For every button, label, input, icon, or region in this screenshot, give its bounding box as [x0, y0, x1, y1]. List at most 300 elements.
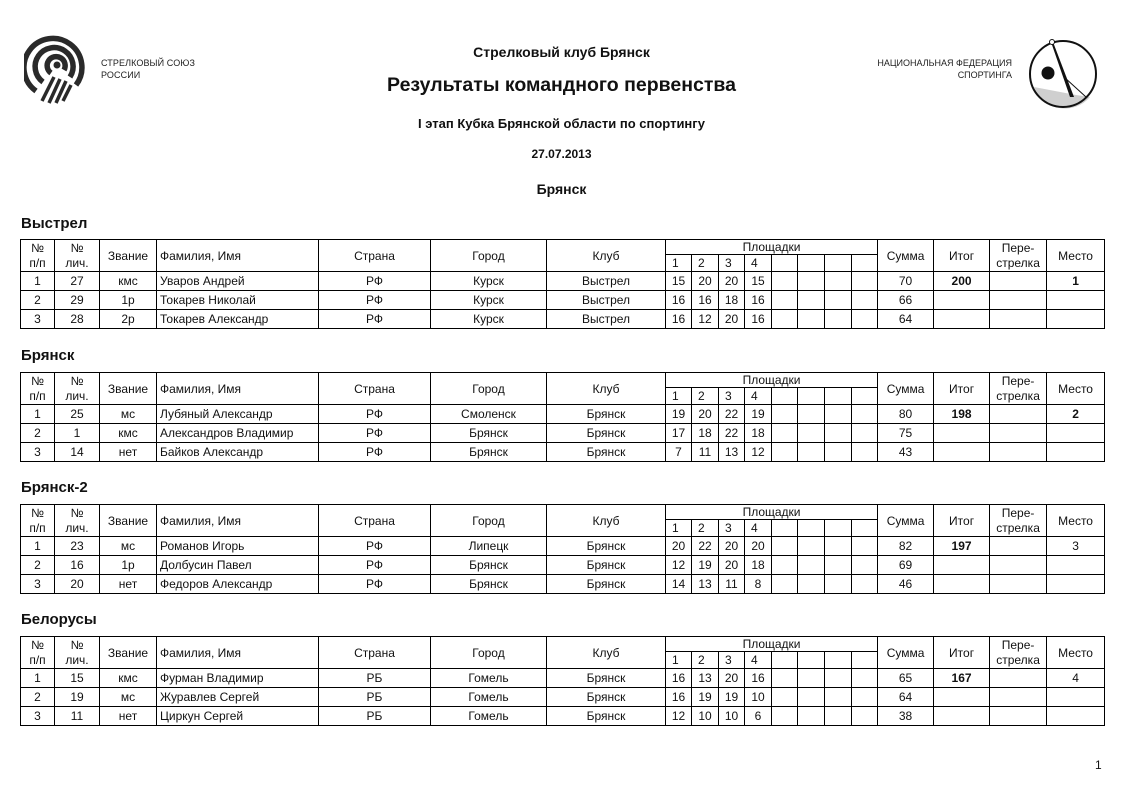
platform-score — [798, 291, 825, 310]
shooter-name: Романов Игорь — [157, 537, 319, 556]
platform-score — [825, 707, 852, 726]
license-number: 23 — [55, 537, 100, 556]
team-place — [1047, 556, 1105, 575]
platform-score: 18 — [719, 291, 745, 310]
country: РБ — [319, 688, 431, 707]
rank: нет — [100, 707, 157, 726]
platform-score: 16 — [666, 688, 692, 707]
header-shootoff — [990, 373, 1047, 405]
team-place: 4 — [1047, 669, 1105, 688]
header-sum: Сумма — [878, 637, 934, 669]
header-platform-number: 3 — [719, 388, 745, 405]
shooter-name: Фурман Владимир — [157, 669, 319, 688]
platform-score: 19 — [692, 556, 719, 575]
shooting-union-line2: РОССИИ — [101, 70, 141, 80]
platform-score — [825, 291, 852, 310]
club: Брянск — [547, 405, 666, 424]
team-total — [934, 707, 990, 726]
shooting-union-line1: СТРЕЛКОВЫЙ СОЮЗ — [101, 58, 196, 68]
team-name: Брянск — [21, 347, 75, 364]
platform-score — [798, 310, 825, 329]
platform-score: 22 — [692, 537, 719, 556]
header-name: Фамилия, Имя — [157, 637, 319, 669]
country: РФ — [319, 443, 431, 462]
platform-score: 13 — [692, 575, 719, 594]
score-sum: 80 — [878, 405, 934, 424]
license-number: 15 — [55, 669, 100, 688]
header-platform-number: 2 — [692, 388, 719, 405]
team-place: 1 — [1047, 272, 1105, 291]
platform-score — [772, 310, 798, 329]
row-number: 2 — [21, 688, 55, 707]
header-platform-number: 4 — [745, 255, 772, 272]
table-row — [21, 291, 1105, 310]
platform-score — [798, 537, 825, 556]
shooter-name: Александров Владимир — [157, 424, 319, 443]
score-sum: 64 — [878, 310, 934, 329]
club: Брянск — [547, 537, 666, 556]
rank: мс — [100, 405, 157, 424]
header-np — [21, 505, 55, 537]
team-total — [934, 575, 990, 594]
club: Брянск — [547, 424, 666, 443]
club: Брянск — [547, 669, 666, 688]
club: Брянск — [547, 443, 666, 462]
header-shootoff-line2: стрелка — [996, 255, 1040, 270]
header-np-line1: № — [31, 373, 44, 388]
header-row — [21, 240, 1105, 255]
platform-score — [772, 707, 798, 726]
platform-score — [798, 405, 825, 424]
header-platforms: Площадки — [666, 505, 878, 520]
city: Гомель — [431, 669, 547, 688]
competition-city: Брянск — [536, 181, 587, 197]
shooter-name: Уваров Андрей — [157, 272, 319, 291]
row-number: 2 — [21, 424, 55, 443]
header-platform-number — [852, 652, 878, 669]
rank: 1р — [100, 291, 157, 310]
rank: 2р — [100, 310, 157, 329]
team-name: Белорусы — [21, 611, 97, 628]
header-country: Страна — [319, 505, 431, 537]
header-platform-number: 1 — [666, 255, 692, 272]
header-shootoff-line2: стрелка — [996, 388, 1040, 403]
team-results-table — [20, 239, 1105, 329]
shootoff — [990, 291, 1047, 310]
platform-score — [852, 688, 878, 707]
platform-score: 11 — [692, 443, 719, 462]
platform-score — [772, 669, 798, 688]
header-sum: Сумма — [878, 240, 934, 272]
header-total: Итог — [934, 637, 990, 669]
header-platform-number — [798, 255, 825, 272]
country: РФ — [319, 556, 431, 575]
shootoff — [990, 272, 1047, 291]
platform-score: 18 — [745, 424, 772, 443]
table-row — [21, 556, 1105, 575]
team-place — [1047, 424, 1105, 443]
header-rank: Звание — [100, 505, 157, 537]
sporting-federation-line2: СПОРТИНГА — [957, 70, 1012, 80]
header-np — [21, 373, 55, 405]
platform-score: 12 — [666, 556, 692, 575]
platform-score: 20 — [745, 537, 772, 556]
team-place — [1047, 575, 1105, 594]
header-row — [21, 505, 1105, 520]
header-np-line2: п/п — [29, 520, 46, 535]
team-place — [1047, 707, 1105, 726]
platform-score: 8 — [745, 575, 772, 594]
shootoff — [990, 424, 1047, 443]
platform-score: 20 — [692, 405, 719, 424]
header-license-line2: лич. — [65, 520, 89, 535]
header-name: Фамилия, Имя — [157, 373, 319, 405]
header-platform-number: 3 — [719, 520, 745, 537]
header-name: Фамилия, Имя — [157, 240, 319, 272]
score-sum: 64 — [878, 688, 934, 707]
license-number: 29 — [55, 291, 100, 310]
shooter-name: Федоров Александр — [157, 575, 319, 594]
team-place — [1047, 443, 1105, 462]
header-platform-number — [852, 255, 878, 272]
platform-score: 20 — [666, 537, 692, 556]
platform-score: 13 — [719, 443, 745, 462]
header-club: Клуб — [547, 505, 666, 537]
header-license-line1: № — [70, 637, 84, 652]
shooter-name: Циркун Сергей — [157, 707, 319, 726]
rank: нет — [100, 443, 157, 462]
country: РБ — [319, 669, 431, 688]
header-total: Итог — [934, 240, 990, 272]
shootoff — [990, 575, 1047, 594]
row-number: 1 — [21, 537, 55, 556]
platform-score — [798, 707, 825, 726]
platform-score — [852, 424, 878, 443]
row-number: 3 — [21, 310, 55, 329]
team-results-table — [20, 504, 1105, 594]
header-license-line1: № — [70, 505, 84, 520]
team-total — [934, 310, 990, 329]
team-total: 198 — [934, 405, 990, 424]
team-total — [934, 688, 990, 707]
team-total — [934, 556, 990, 575]
platform-score: 12 — [745, 443, 772, 462]
header-platform-number — [852, 388, 878, 405]
shootoff — [990, 537, 1047, 556]
header-np-line2: п/п — [29, 652, 46, 667]
team-total: 200 — [934, 272, 990, 291]
team-name: Выстрел — [21, 215, 88, 232]
country: РФ — [319, 272, 431, 291]
score-sum: 38 — [878, 707, 934, 726]
team-place: 2 — [1047, 405, 1105, 424]
header-license — [55, 505, 100, 537]
platform-score — [825, 405, 852, 424]
platform-score: 20 — [719, 556, 745, 575]
header-shootoff — [990, 240, 1047, 272]
header-total: Итог — [934, 505, 990, 537]
header-platform-number: 3 — [719, 255, 745, 272]
header-license — [55, 240, 100, 272]
header-sum: Сумма — [878, 505, 934, 537]
platform-score: 22 — [719, 405, 745, 424]
platform-score — [772, 291, 798, 310]
header-license-line1: № — [70, 240, 84, 255]
club: Брянск — [547, 556, 666, 575]
row-number: 2 — [21, 291, 55, 310]
platform-score — [772, 556, 798, 575]
header-shootoff-line1: Пере- — [1001, 505, 1035, 520]
club: Брянск — [547, 688, 666, 707]
row-number: 3 — [21, 707, 55, 726]
header-club: Клуб — [547, 240, 666, 272]
score-sum: 82 — [878, 537, 934, 556]
city: Брянск — [431, 556, 547, 575]
platform-score — [798, 669, 825, 688]
score-sum: 65 — [878, 669, 934, 688]
header-platform-number — [772, 652, 798, 669]
platform-score: 16 — [666, 669, 692, 688]
platform-score: 6 — [745, 707, 772, 726]
team-place — [1047, 688, 1105, 707]
city: Гомель — [431, 688, 547, 707]
shooter-name: Байков Александр — [157, 443, 319, 462]
team-place — [1047, 310, 1105, 329]
header-place: Место — [1047, 240, 1105, 272]
header-license-line2: лич. — [65, 388, 89, 403]
header-club: Клуб — [547, 373, 666, 405]
license-number: 20 — [55, 575, 100, 594]
header-place: Место — [1047, 637, 1105, 669]
platform-score: 18 — [745, 556, 772, 575]
row-number: 3 — [21, 575, 55, 594]
header-city: Город — [431, 373, 547, 405]
platform-score: 19 — [692, 688, 719, 707]
header-city: Город — [431, 505, 547, 537]
platform-score: 16 — [745, 291, 772, 310]
header-total: Итог — [934, 373, 990, 405]
club: Брянск — [547, 707, 666, 726]
score-sum: 66 — [878, 291, 934, 310]
header-city: Город — [431, 240, 547, 272]
platform-score: 22 — [719, 424, 745, 443]
header-platform-number — [772, 388, 798, 405]
header-platform-number — [825, 520, 852, 537]
table-row — [21, 424, 1105, 443]
city: Брянск — [431, 575, 547, 594]
score-sum: 75 — [878, 424, 934, 443]
platform-score — [798, 556, 825, 575]
row-number: 1 — [21, 272, 55, 291]
rank: мс — [100, 537, 157, 556]
header-platform-number: 2 — [692, 520, 719, 537]
header-platform-number — [825, 255, 852, 272]
header-place: Место — [1047, 373, 1105, 405]
team-total: 197 — [934, 537, 990, 556]
platform-score — [852, 669, 878, 688]
platform-score: 14 — [666, 575, 692, 594]
platform-score: 19 — [719, 688, 745, 707]
license-number: 25 — [55, 405, 100, 424]
header-country: Страна — [319, 637, 431, 669]
table-row — [21, 707, 1105, 726]
platform-score: 19 — [666, 405, 692, 424]
header-country: Страна — [319, 373, 431, 405]
header-platforms: Площадки — [666, 240, 878, 255]
header-np-line2: п/п — [29, 255, 46, 270]
platform-score: 19 — [745, 405, 772, 424]
rank: кмс — [100, 424, 157, 443]
header-shootoff-line1: Пере- — [1001, 373, 1035, 388]
platform-score: 7 — [666, 443, 692, 462]
header-row — [21, 373, 1105, 388]
license-number: 28 — [55, 310, 100, 329]
header-platform-number: 2 — [692, 652, 719, 669]
platform-score — [825, 688, 852, 707]
header-platform-number — [798, 520, 825, 537]
header-rank: Звание — [100, 637, 157, 669]
team-total — [934, 291, 990, 310]
club: Выстрел — [547, 310, 666, 329]
header-platform-number: 4 — [745, 520, 772, 537]
team-total — [934, 443, 990, 462]
platform-score: 12 — [692, 310, 719, 329]
platform-score — [798, 575, 825, 594]
platform-score — [825, 669, 852, 688]
platform-score — [825, 272, 852, 291]
score-sum: 46 — [878, 575, 934, 594]
platform-score — [772, 688, 798, 707]
city: Брянск — [431, 424, 547, 443]
platform-score: 15 — [666, 272, 692, 291]
page-number: 1 — [1095, 758, 1102, 772]
platform-score — [798, 443, 825, 462]
country: РФ — [319, 424, 431, 443]
city: Смоленск — [431, 405, 547, 424]
shootoff — [990, 669, 1047, 688]
header-platform-number — [798, 652, 825, 669]
header-club: Клуб — [547, 637, 666, 669]
platform-score: 18 — [692, 424, 719, 443]
header-np-line2: п/п — [29, 388, 46, 403]
platform-score: 16 — [745, 310, 772, 329]
platform-score: 20 — [719, 537, 745, 556]
header-platform-number — [798, 388, 825, 405]
license-number: 27 — [55, 272, 100, 291]
header-shootoff-line1: Пере- — [1001, 240, 1035, 255]
header-license-line2: лич. — [65, 255, 89, 270]
platform-score: 15 — [745, 272, 772, 291]
header-platforms: Площадки — [666, 637, 878, 652]
table-row — [21, 537, 1105, 556]
platform-score — [825, 575, 852, 594]
header-platform-number — [772, 255, 798, 272]
header-city: Город — [431, 637, 547, 669]
header-name: Фамилия, Имя — [157, 505, 319, 537]
table-row — [21, 272, 1105, 291]
header-license-line2: лич. — [65, 652, 89, 667]
competition-date: 27.07.2013 — [531, 147, 592, 161]
header-license — [55, 637, 100, 669]
rank: кмс — [100, 272, 157, 291]
header-shootoff — [990, 637, 1047, 669]
score-sum: 43 — [878, 443, 934, 462]
header-sum: Сумма — [878, 373, 934, 405]
platform-score — [825, 310, 852, 329]
header-platform-number — [825, 652, 852, 669]
platform-score: 16 — [745, 669, 772, 688]
shootoff — [990, 688, 1047, 707]
city: Гомель — [431, 707, 547, 726]
row-number: 1 — [21, 405, 55, 424]
shootoff — [990, 310, 1047, 329]
platform-score — [852, 537, 878, 556]
row-number: 3 — [21, 443, 55, 462]
header-platform-number: 3 — [719, 652, 745, 669]
score-sum: 70 — [878, 272, 934, 291]
header-shootoff-line2: стрелка — [996, 520, 1040, 535]
platform-score — [798, 688, 825, 707]
shooter-name: Лубяный Александр — [157, 405, 319, 424]
platform-score: 17 — [666, 424, 692, 443]
header-rank: Звание — [100, 240, 157, 272]
city: Брянск — [431, 443, 547, 462]
platform-score — [825, 443, 852, 462]
header-shootoff-line2: стрелка — [996, 652, 1040, 667]
header-platforms: Площадки — [666, 373, 878, 388]
score-sum: 69 — [878, 556, 934, 575]
platform-score — [772, 537, 798, 556]
platform-score: 16 — [666, 291, 692, 310]
shooter-name: Долбусин Павел — [157, 556, 319, 575]
table-row — [21, 310, 1105, 329]
table-row — [21, 669, 1105, 688]
platform-score — [772, 424, 798, 443]
row-number: 1 — [21, 669, 55, 688]
team-name: Брянск-2 — [21, 479, 88, 496]
platform-score — [825, 556, 852, 575]
platform-score: 20 — [719, 310, 745, 329]
header-np-line1: № — [31, 637, 44, 652]
rank: мс — [100, 688, 157, 707]
city: Курск — [431, 310, 547, 329]
header-platform-number — [825, 388, 852, 405]
country: РФ — [319, 537, 431, 556]
platform-score — [852, 405, 878, 424]
header-platform-number: 4 — [745, 652, 772, 669]
club: Выстрел — [547, 272, 666, 291]
platform-score — [825, 537, 852, 556]
organizer-name: Стрелковый клуб Брянск — [473, 44, 650, 60]
shooter-name: Токарев Николай — [157, 291, 319, 310]
header-np-line1: № — [31, 240, 44, 255]
header-platform-number — [852, 520, 878, 537]
club: Выстрел — [547, 291, 666, 310]
header-license — [55, 373, 100, 405]
header-platform-number: 4 — [745, 388, 772, 405]
country: РФ — [319, 405, 431, 424]
club: Брянск — [547, 575, 666, 594]
team-total — [934, 424, 990, 443]
shooter-name: Токарев Александр — [157, 310, 319, 329]
platform-score — [852, 707, 878, 726]
platform-score — [852, 272, 878, 291]
platform-score: 16 — [666, 310, 692, 329]
platform-score — [772, 443, 798, 462]
header-np — [21, 240, 55, 272]
team-place — [1047, 291, 1105, 310]
header-shootoff — [990, 505, 1047, 537]
